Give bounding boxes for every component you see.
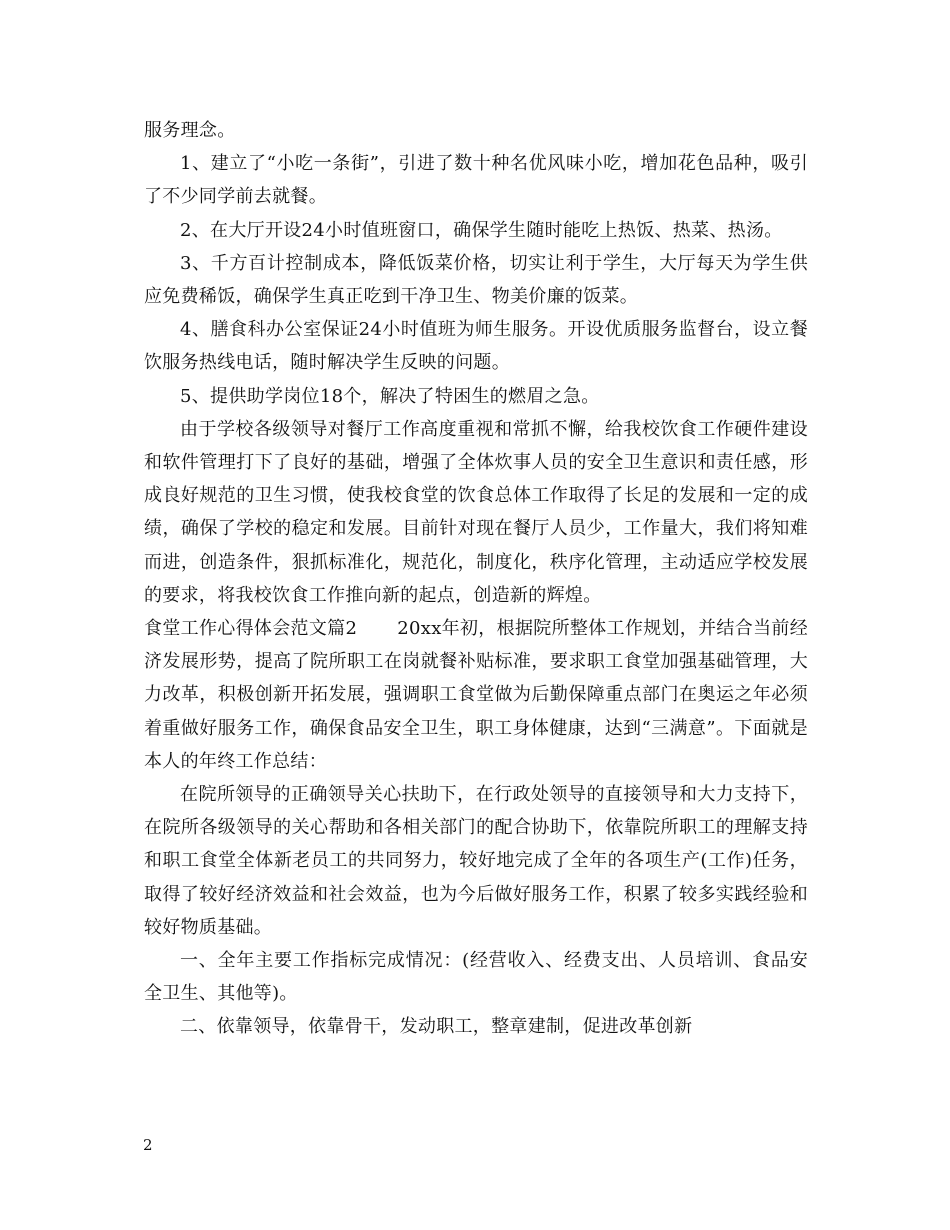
paragraph: 服务理念。 (144, 120, 236, 141)
document-body (144, 114, 808, 1044)
paragraph: 5、提供助学岗位18个，解决了特困生的燃眉之急。 (180, 385, 600, 407)
paragraph: 2、在大厅开设24小时值班窗口，确保学生随时能吃上热饭、热菜、热汤。 (180, 219, 783, 241)
paragraph: 在院所领导的正确领导关心扶助下，在行政处领导的直接领导和大力支持下，在院所各级领导的关心帮助和各相关部门的配合协助下，依靠院所职工的理解支持和职工食堂全体新老员工的共同努力，较好地完成了全年的各项生产(工作)任务，取得了较好经济效益和社会效益，也为今后做好服务工作，积累了较多实践经验和较好物质基础。 (144, 784, 808, 938)
paragraph: 一、全年主要工作指标完成情况：(经营收入、经费支出、人员培训、食品安全卫生、其他等)。 (144, 950, 808, 1005)
page-number: 2 (143, 1136, 153, 1154)
paragraph: 1、建立了“小吃一条街”，引进了数十种名优风味小吃，增加花色品种，吸引了不少同学前去就餐。 (144, 153, 808, 208)
paragraph: 4、膳食科办公室保证24小时值班为师生服务。开设优质服务监督台，设立餐饮服务热线电话，随时解决学生反映的问题。 (144, 319, 808, 374)
paragraph: 二、依靠领导，依靠骨干，发动职工，整章建制，促进改革创新 (180, 1016, 693, 1038)
paragraph: 由于学校各级领导对餐厅工作高度重视和常抓不懈，给我校饮食工作硬件建设和软件管理打下了良好的基础，增强了全体炊事人员的安全卫生意识和责任感，形成良好规范的卫生习惯，使我校食堂的饮食总体工作取得了长足的发展和一定的成绩，确保了学校的稳定和发展。目前针对现在餐厅人员少，工作量大，我们将知难而进，创造条件，狠抓标准化，规范化，制度化，秩序化管理，主动适应学校发展的要求，将我校饮食工作推向新的起点，创造新的辉煌。 (144, 418, 808, 606)
section-lead: 20xx年初，根据院所整体工作规划，并结合当前经济发展形势，提高了院所职工在岗就餐补贴标准，要求职工食堂加强基础管理，大力改革，积极创新开拓发展，强调职工食堂做为后勤保障重点部门在奥运之年必须着重做好服务工作，确保食品安全卫生，职工身体健康，达到“三满意”。下面就是本人的年终工作总结： (144, 618, 808, 772)
paragraph: 3、千方百计控制成本，降低饭菜价格，切实让利于学生，大厅每天为学生供应免费稀饭，确保学生真正吃到干净卫生、物美价廉的饭菜。 (144, 252, 808, 308)
section-heading: 食堂工作心得体会范文篇2 (144, 618, 358, 640)
section-paragraph (144, 612, 808, 778)
